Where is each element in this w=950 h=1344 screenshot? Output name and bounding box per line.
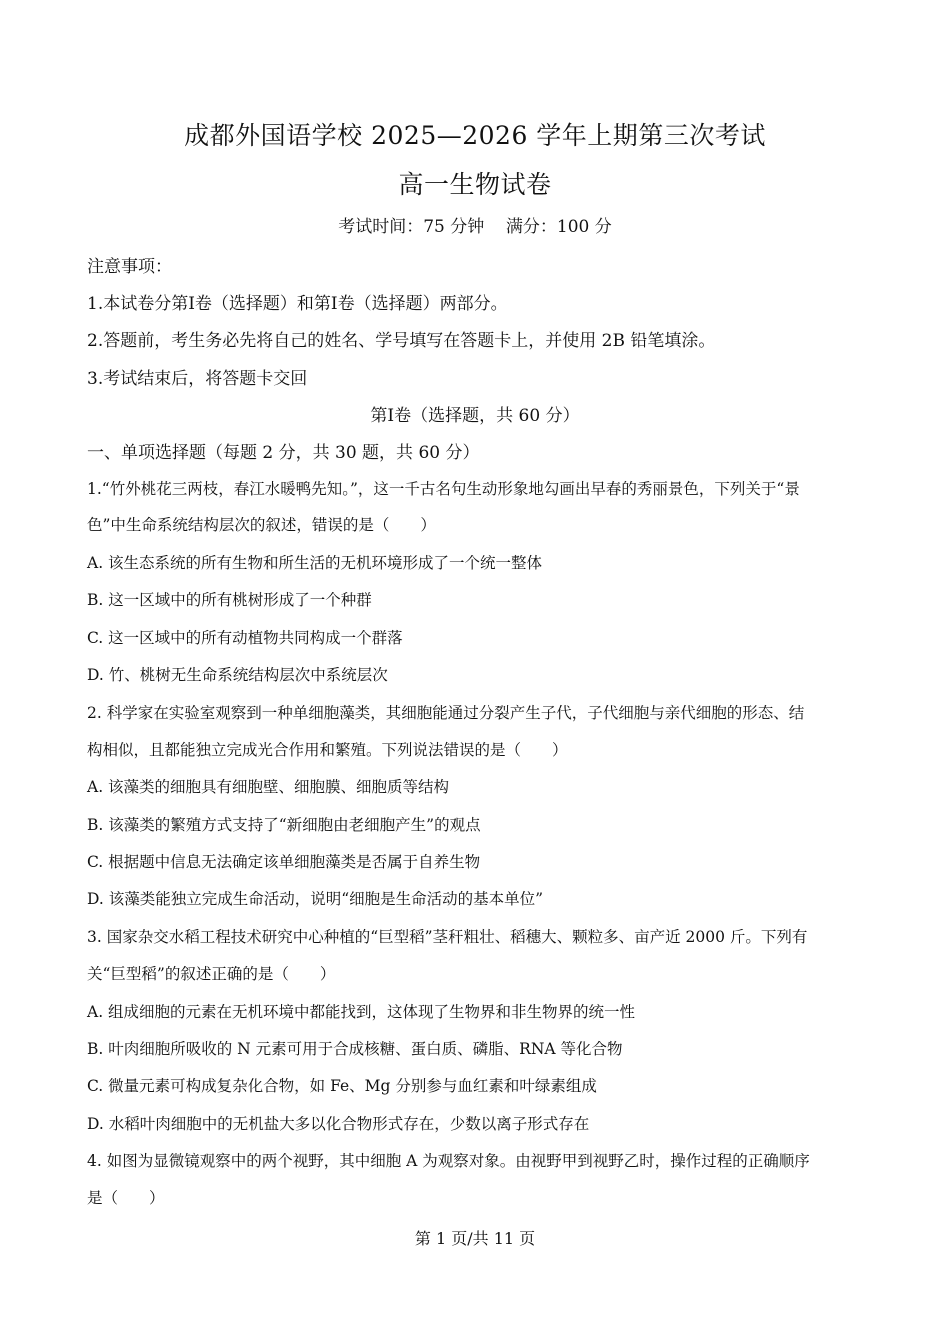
question-3-option-b: B. 叶肉细胞所吸收的 N 元素可用于合成核糖、蛋白质、磷脂、RNA 等化合物 [87, 1040, 623, 1058]
note-item-2: 2.答题前，考生务必先将自己的姓名、学号填写在答题卡上，并使用 2B 铅笔填涂。 [87, 331, 716, 351]
question-2-option-b: B. 该藻类的繁殖方式支持了“新细胞由老细胞产生”的观点 [87, 816, 481, 834]
exam-meta [0, 212, 950, 237]
question-2-option-c: C. 根据题中信息无法确定该单细胞藻类是否属于自养生物 [87, 853, 481, 871]
exam-time: 考试时间：75 分钟 [338, 217, 485, 237]
question-2-option-d: D. 该藻类能独立完成生命活动，说明“细胞是生命活动的基本单位” [87, 890, 544, 908]
question-1-option-c: C. 这一区域中的所有动植物共同构成一个群落 [87, 629, 403, 647]
question-2-option-a: A. 该藻类的细胞具有细胞壁、细胞膜、细胞质等结构 [87, 778, 450, 796]
full-score: 满分：100 分 [505, 217, 612, 237]
question-1-stem-line-2: 色”中生命系统结构层次的叙述，错误的是（ ） [87, 516, 436, 534]
question-1-option-b: B. 这一区域中的所有桃树形成了一个种群 [87, 591, 372, 609]
question-1-option-d: D. 竹、桃树无生命系统结构层次中系统层次 [87, 666, 388, 684]
question-2-stem-line-1: 2. 科学家在实验室观察到一种单细胞藻类，其细胞能通过分裂产生子代，子代细胞与亲代细胞的形态、结 [87, 704, 805, 722]
exam-subtitle: 高一生物试卷 [398, 170, 552, 199]
question-4-stem-line-2: 是（ ） [87, 1189, 165, 1207]
notes-heading: 注意事项： [87, 257, 172, 277]
question-4-stem-line-1: 4. 如图为显微镜观察中的两个视野，其中细胞 A 为观察对象。由视野甲到视野乙时，操作过程的正确顺序 [87, 1152, 810, 1170]
question-2-stem-line-2: 构相似，且都能独立完成光合作用和繁殖。下列说法错误的是（ ） [87, 741, 568, 759]
section-title: 第Ⅰ卷（选择题，共 60 分） [370, 406, 580, 426]
part-heading: 一、单项选择题（每题 2 分，共 30 题，共 60 分） [87, 443, 480, 463]
question-1-stem-line-1: 1.“竹外桃花三两枝，春江水暖鸭先知。”，这一千古名句生动形象地勾画出早春的秀丽景色，下列关于“景 [87, 480, 800, 498]
page-number: 第 1 页/共 11 页 [414, 1229, 536, 1248]
question-3-option-a: A. 组成细胞的元素在无机环境中都能找到，这体现了生物界和非生物界的统一性 [87, 1003, 636, 1021]
question-3-stem-line-1: 3. 国家杂交水稻工程技术研究中心种植的“巨型稻”茎秆粗壮、稻穗大、颗粒多、亩产近 2000 斤。下列有 [87, 928, 808, 946]
question-1-option-a: A. 该生态系统的所有生物和所生活的无机环境形成了一个统一整体 [87, 554, 543, 572]
note-item-3: 3.考试结束后，将答题卡交回 [87, 369, 308, 389]
exam-title: 成都外国语学校 2025—2026 学年上期第三次考试 [184, 121, 766, 150]
question-3-option-d: D. 水稻叶肉细胞中的无机盐大多以化合物形式存在，少数以离子形式存在 [87, 1115, 590, 1133]
note-item-1: 1.本试卷分第Ⅰ卷（选择题）和第Ⅰ卷（选择题）两部分。 [87, 294, 508, 314]
question-3-option-c: C. 微量元素可构成复杂化合物，如 Fe、Mg 分别参与血红素和叶绿素组成 [87, 1077, 597, 1095]
question-3-stem-line-2: 关“巨型稻”的叙述正确的是（ ） [87, 965, 336, 983]
